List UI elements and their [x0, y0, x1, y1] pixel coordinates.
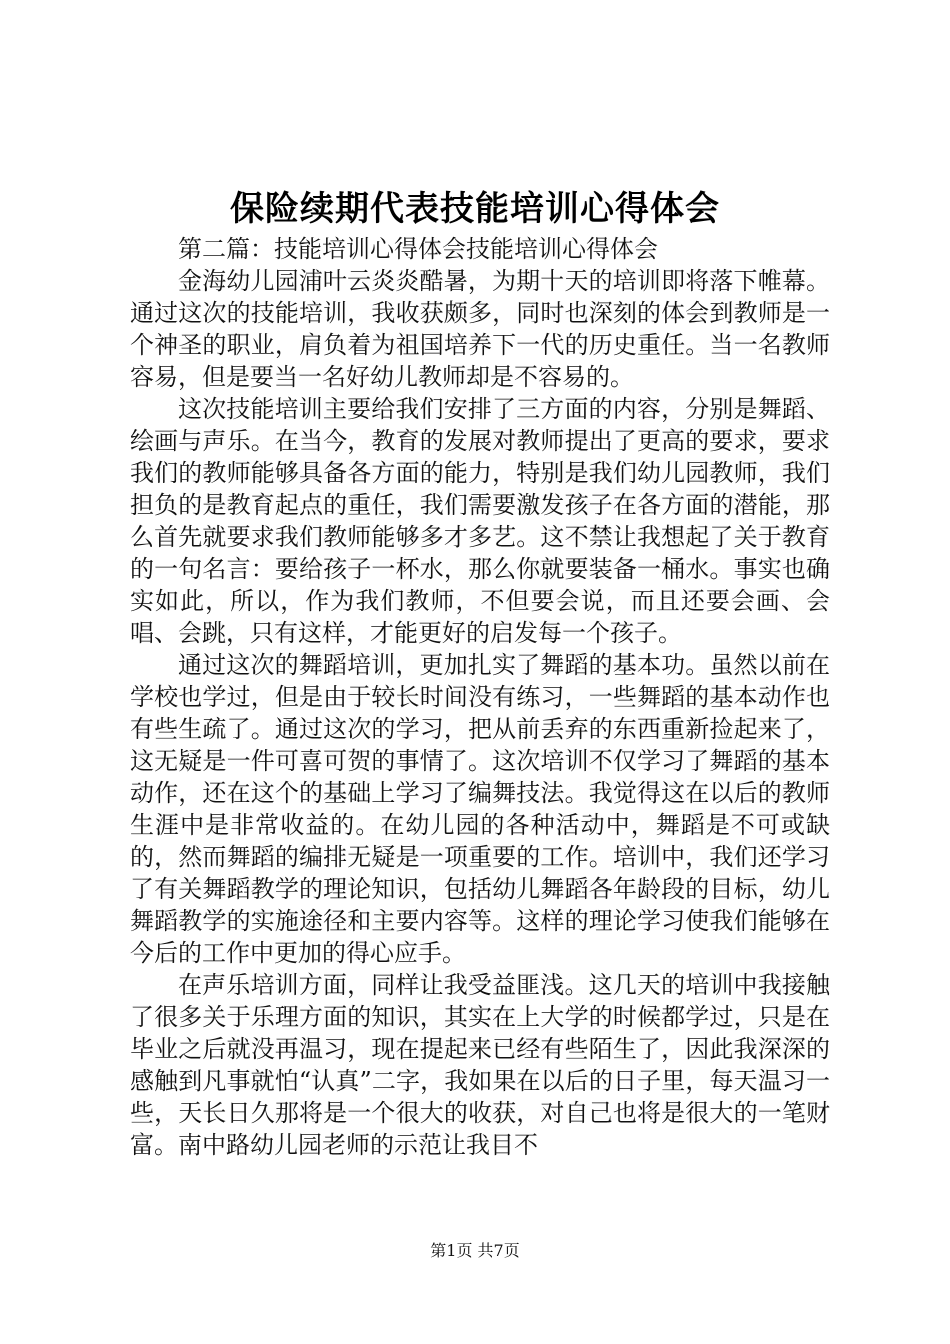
paragraph: 这次技能培训主要给我们安排了三方面的内容，分别是舞蹈、绘画与声乐。在当今，教育的发展对教师提出了更高的要求，要求我们的教师能够具备各方面的能力，特别是我们幼儿园教师，我们担负的是教育起点的重任，我们需要激发孩子在各方面的潜能，那么首先就要求我们教师能够多才多艺。这不禁让我想起了关于教育的一句名言：要给孩子一杯水，那么你就要装备一桶水。事实也确实如此，所以，作为我们教师，不但要会说，而且还要会画、会唱、会跳，只有这样，才能更好的启发每一个孩子。	[130, 395, 830, 647]
document-title: 保险续期代表技能培训心得体会	[230, 189, 720, 229]
paragraph: 金海幼儿园浦叶云炎炎酷暑，为期十天的培训即将落下帷幕。通过这次的技能培训，我收获颇多，同时也深刻的体会到教师是一个神圣的职业，肩负着为祖国培养下一代的历史重任。当一名教师容易，但是要当一名好幼儿教师却是不容易的。	[130, 267, 830, 391]
page-footer: 第1页 共7页	[430, 1241, 520, 1260]
paragraph: 在声乐培训方面，同样让我受益匪浅。这几天的培训中我接触了很多关于乐理方面的知识，其实在上大学的时候都学过，只是在毕业之后就没再温习，现在提起来已经有些陌生了，因此我深深的感触到凡事就怕“认真”二字，我如果在以后的日子里，每天温习一些，天长日久那将是一个很大的收获，对自己也将是很大的一笔财富。南中路幼儿园老师的示范让我目不	[130, 971, 830, 1159]
paragraph-subtitle: 第二篇：技能培训心得体会技能培训心得体会	[178, 235, 658, 263]
paragraph: 通过这次的舞蹈培训，更加扎实了舞蹈的基本功。虽然以前在学校也学过，但是由于较长时间没有练习，一些舞蹈的基本动作也有些生疏了。通过这次的学习，把从前丢弃的东西重新捡起来了，这无疑是一件可喜可贺的事情了。这次培训不仅学习了舞蹈的基本动作，还在这个的基础上学习了编舞技法。我觉得这在以后的教师生涯中是非常收益的。在幼儿园的各种活动中，舞蹈是不可或缺的，然而舞蹈的编排无疑是一项重要的工作。培训中，我们还学习了有关舞蹈教学的理论知识，包括幼儿舞蹈各年龄段的目标，幼儿舞蹈教学的实施途径和主要内容等。这样的理论学习使我们能够在今后的工作中更加的得心应手。	[130, 651, 830, 967]
document-body	[130, 233, 830, 1161]
